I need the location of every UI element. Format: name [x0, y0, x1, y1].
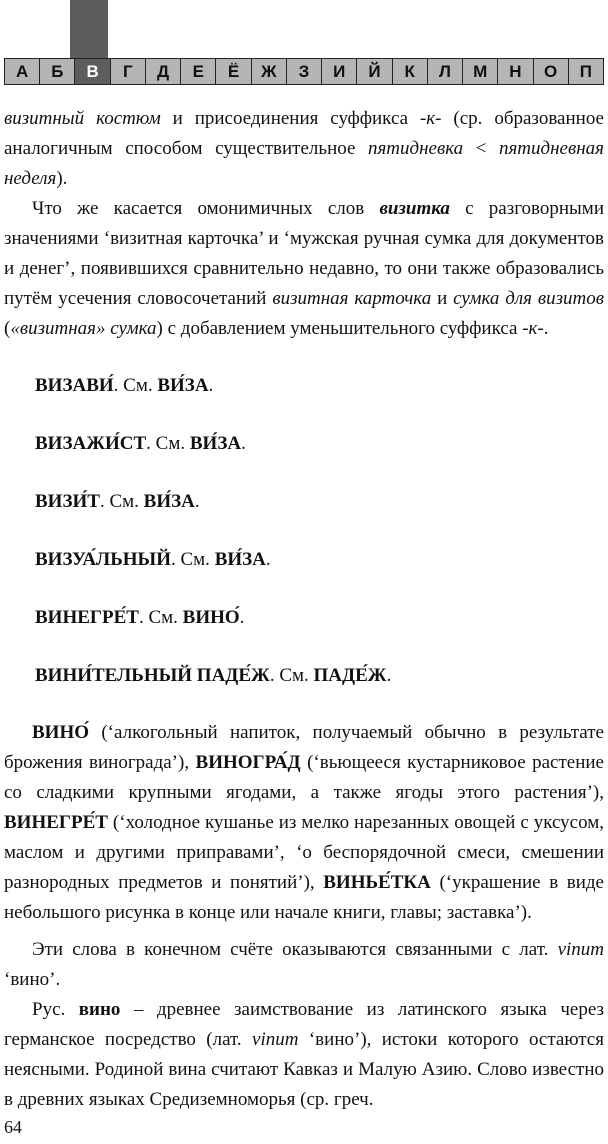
- entry-headword: ВИНО́: [32, 722, 90, 743]
- index-letter[interactable]: Б: [40, 59, 75, 84]
- index-letter[interactable]: Д: [146, 59, 181, 84]
- text-run: .: [386, 665, 392, 686]
- text-run: ‘вино’), истоки которого остаются неясными. Родиной вина считают Кавказ и Малую Азию. Слово известно в древних языках Средиземноморья (ср. греч.: [4, 1029, 604, 1110]
- cross-reference-entry: [4, 429, 604, 459]
- index-letter[interactable]: П: [579, 61, 592, 81]
- index-letter[interactable]: И: [322, 59, 357, 84]
- italic-term: пятидневная неделя: [4, 138, 604, 189]
- entry-headword: ВИНЕГРЕ́Т: [4, 812, 108, 833]
- see-label: . См.: [138, 607, 183, 628]
- text-run: .: [241, 433, 246, 454]
- letter-tab-marker: [70, 0, 108, 60]
- text-run: ).: [56, 168, 68, 189]
- main-entry-vino: [4, 718, 604, 928]
- text-run: (: [4, 318, 11, 339]
- cross-reference-entry: [4, 487, 604, 517]
- index-letter[interactable]: Л: [428, 59, 463, 84]
- index-letter[interactable]: О: [534, 59, 569, 84]
- index-letter[interactable]: Г: [111, 59, 146, 84]
- cross-reference-entry: [4, 371, 604, 401]
- definition-text: (‘украшение в виде небольшого рисунка в конце или начале книги, главы; заставка’).: [4, 872, 604, 923]
- index-letter[interactable]: К: [393, 59, 428, 84]
- entry-reference-link[interactable]: ВИНО́: [182, 607, 240, 628]
- index-letter[interactable]: З: [287, 59, 322, 84]
- text-run: ‘вино’.: [4, 969, 61, 990]
- definition-text: (‘алкогольный напиток, получаемый обычно в результате брожения винограда’),: [4, 722, 604, 773]
- cross-reference-entry: [4, 603, 604, 633]
- entry-headword: ВИНИ́ТЕЛЬНЫЙ ПАДЕ́Ж: [35, 665, 270, 686]
- see-label: . См.: [170, 549, 215, 570]
- index-letter[interactable]: М: [463, 59, 498, 84]
- paragraph-etymology: [4, 935, 604, 995]
- entry-headword: ВИНЬЕ́ТКА: [323, 872, 431, 893]
- italic-term: -к-: [522, 318, 544, 339]
- index-letter[interactable]: Е: [181, 59, 216, 84]
- text-run: ) с добавлением уменьшительного суффикса: [156, 318, 523, 339]
- cross-reference-entry: [4, 545, 604, 575]
- italic-term: пятидневка: [367, 138, 464, 159]
- index-letter-active[interactable]: В: [75, 59, 110, 84]
- italic-term: -к-: [419, 108, 442, 129]
- text-run: Что же касается омонимичных слов: [32, 198, 380, 219]
- text-run: .: [239, 607, 245, 628]
- entry-headword: ВИНОГРА́Д: [195, 752, 301, 773]
- entry-headword: ВИЗАЖИ́СТ: [35, 433, 147, 454]
- italic-term: визитная карточка: [272, 288, 432, 309]
- italic-term: «визитная» сумка: [10, 318, 157, 339]
- entry-headword: ВИНЕГРЕ́Т: [35, 607, 139, 628]
- entry-reference-link[interactable]: ПАДЕ́Ж: [313, 665, 387, 686]
- text-run: .: [543, 318, 549, 339]
- entry-reference-link[interactable]: ВИ́ЗА: [143, 491, 195, 512]
- index-letter[interactable]: Ж: [252, 59, 287, 84]
- index-letter[interactable]: Й: [357, 59, 392, 84]
- paragraph-continuation: [4, 104, 604, 194]
- text-run: – древнее заимствование из латинского языка через германское посредство (лат.: [4, 999, 604, 1050]
- cross-reference-entry: [4, 661, 604, 691]
- text-run: Рус.: [32, 999, 79, 1020]
- see-label: . См.: [99, 491, 144, 512]
- see-label: . См.: [269, 665, 314, 686]
- text-run: Эти слова в конечном счёте оказываются связанными с лат.: [32, 939, 558, 960]
- index-letter[interactable]: А: [5, 59, 40, 84]
- index-letter[interactable]: Ё: [216, 59, 251, 84]
- see-label: . См.: [146, 433, 190, 454]
- text-run: с разговорными значениями ‘визитная карточка’ и ‘мужская ручная сумка для документов и денег’, появившихся сравнительно недавно, то они также образовались путём усечения словосочетаний: [4, 198, 604, 309]
- text-run: .: [208, 375, 214, 396]
- text-run: .: [194, 491, 200, 512]
- text-run: (ср. образованное аналогичным способом существительное: [4, 108, 604, 159]
- definition-text: (‘холодное кушанье из мелко нарезанных овощей с уксусом, маслом и другими приправами’, ‘о беспорядочной смеси, смешении разнородных предметов и понятий’),: [4, 812, 604, 893]
- italic-term: vinum: [252, 1029, 299, 1050]
- italic-term: сумка для визитов: [453, 288, 604, 309]
- bold-italic-term: визитка: [379, 198, 450, 219]
- entry-headword: ВИЗАВИ́: [35, 375, 114, 396]
- see-label: . См.: [113, 375, 158, 396]
- page-number: 64: [4, 1117, 22, 1137]
- entry-reference-link[interactable]: ВИ́ЗА: [189, 433, 242, 454]
- paragraph-history: [4, 995, 604, 1115]
- paragraph-vizitka: [4, 194, 604, 344]
- entry-reference-link[interactable]: ВИ́ЗА: [214, 549, 266, 570]
- page-content: [4, 104, 604, 1115]
- text-run: и присоединения суффикса: [160, 108, 420, 129]
- text-run: <: [463, 138, 499, 159]
- entry-headword: ВИЗУА́ЛЬНЫЙ: [35, 549, 171, 570]
- bold-term: вино: [78, 999, 121, 1020]
- italic-term: vinum: [557, 939, 604, 960]
- text-run: и: [431, 288, 454, 309]
- italic-term: визитный костюм: [4, 108, 161, 129]
- alphabet-index-bar: [4, 58, 604, 85]
- entry-headword: ВИЗИ́Т: [35, 491, 100, 512]
- entry-reference-link[interactable]: ВИ́ЗА: [157, 375, 209, 396]
- text-run: .: [265, 549, 271, 570]
- index-letter[interactable]: Н: [498, 59, 533, 84]
- definition-text: (‘вьющееся кустарниковое растение со сладкими крупными ягодами, а также ягоды этого растения’),: [4, 752, 604, 803]
